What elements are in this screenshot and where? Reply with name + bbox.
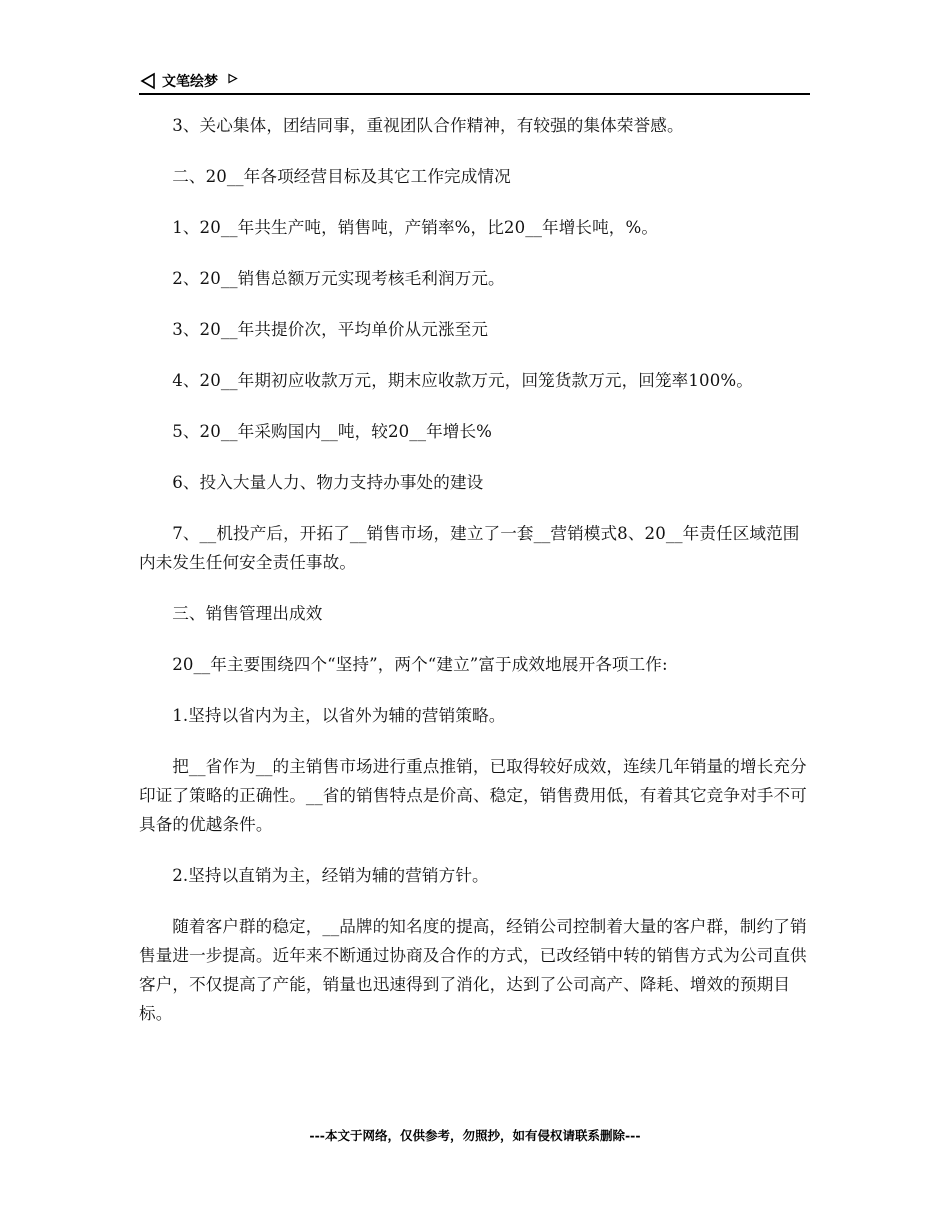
header-title: 文笔绘梦: [162, 74, 218, 90]
triangle-left-outline-icon: [139, 72, 157, 90]
paragraph-11: 20__年主要围绕四个“坚持”，两个“建立”富于成效地展开各项工作:: [172, 655, 668, 674]
paragraph-6: 4、20__年期初应收款万元，期末应收款万元，回笼货款万元，回笼率100%。: [172, 371, 753, 390]
page-header: [139, 70, 810, 95]
paragraph-14: 2.坚持以直销为主，经销为辅的营销方针。: [172, 866, 489, 885]
paragraph-8: 6、投入大量人力、物力支持办事处的建设: [172, 473, 484, 492]
paragraph-7: 5、20__年采购国内__吨，较20__年增长%: [172, 422, 493, 441]
paragraph-4: 2、20__销售总额万元实现考核毛利润万元。: [172, 269, 505, 288]
paragraph-3: 1、20__年共生产吨，销售吨，产销率%，比20__年增长吨，%。: [172, 218, 659, 237]
paragraph-1: 3、关心集体，团结同事，重视团队合作精神，有较强的集体荣誉感。: [172, 116, 684, 135]
paragraph-5: 3、20__年共提价次，平均单价从元涨至元: [172, 320, 489, 339]
triangle-right-outline-icon: [227, 73, 238, 84]
section-heading-2: 二、20__年各项经营目标及其它工作完成情况: [172, 167, 511, 186]
footer-disclaimer: ---本文于网络，仅供参考，勿照抄，如有侵权请联系删除---: [309, 1128, 641, 1143]
document-body: [139, 111, 810, 1028]
paragraph-15: 随着客户群的稳定，__品牌的知名度的提高，经销公司控制着大量的客户群，制约了销售量进一步提高。近年来不断通过协商及合作的方式，已改经销中转的销售方式为公司直供客户，不仅提高了产能，销量也迅速得到了消化，达到了公司高产、降耗、增效的预期目标。: [139, 917, 807, 1023]
paragraph-13: 把__省作为__的主销售市场进行重点推销，已取得较好成效，连续几年销量的增长充分印证了策略的正确性。__省的销售特点是价高、稳定，销售费用低，有着其它竞争对手不可具备的优越条件。: [139, 757, 807, 834]
paragraph-12: 1.坚持以省内为主，以省外为辅的营销策略。: [172, 706, 506, 725]
section-heading-3: 三、销售管理出成效: [172, 604, 323, 623]
paragraph-9: 7、__机投产后，开拓了__销售市场，建立了一套__营销模式8、20__年责任区域范围内未发生任何安全责任事故。: [139, 524, 800, 572]
